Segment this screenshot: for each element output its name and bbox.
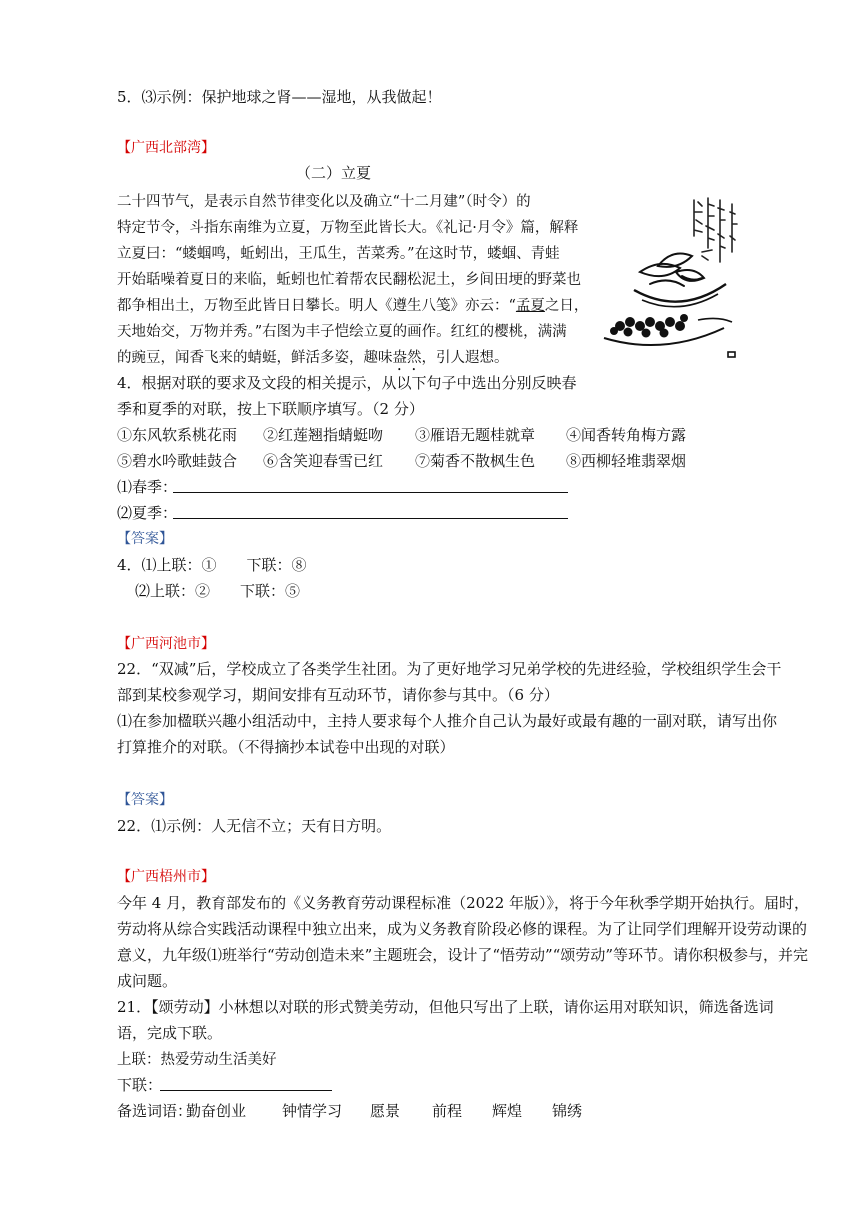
option-item: ③雁语无题桂就章 — [415, 426, 536, 444]
candidate-word: 勤奋创业 — [186, 1102, 247, 1120]
passage-text-segment: 之日， — [544, 298, 589, 314]
question-21-prompt: 21．【颂劳动】小林想以对联的形式赞美劳动，但他只写出了上联，请你运用对联知识，筛选备选词 — [117, 998, 774, 1016]
region-label-beihai: 【广西北部湾】 — [117, 140, 215, 156]
upper-couplet: 上联：热爱劳动生活美好 — [117, 1052, 277, 1068]
passage-line: 天地始交，万物并秀。”右图为丰子恺绘立夏的画作。红红的樱桃，满满 — [117, 324, 567, 340]
passage-line: 开始聒噪着夏日的来临，蚯蚓也忙着帮农民翻松泥土，乡间田埂的野菜也 — [117, 272, 581, 288]
answer-4-line2: ⑵上联：② 下联：⑤ — [135, 582, 301, 600]
candidates-label: 备选词语： — [117, 1102, 193, 1120]
passage-title: （二）立夏 — [296, 164, 372, 182]
blank-label-spring: ⑴春季： — [117, 478, 178, 496]
question-22-sub1: 打算推介的对联。（不得摘抄本试卷中出现的对联） — [117, 738, 455, 756]
lixia-painting-image — [598, 190, 748, 370]
lower-couplet-blank[interactable] — [160, 1090, 332, 1091]
option-item: ①东风软系桃花雨 — [117, 426, 238, 444]
wuzhou-intro-line: 劳动将从综合实践活动课程中独立出来，成为义务教育阶段必修的课程。为了让同学们理解开设劳动课的 — [117, 920, 808, 938]
candidate-word: 锦绣 — [552, 1102, 583, 1120]
ink-painting-icon — [598, 190, 748, 370]
option-item: ⑥含笑迎春雪已红 — [263, 452, 384, 470]
option-item: ⑦菊香不散枫生色 — [415, 452, 536, 470]
candidate-word: 前程 — [432, 1102, 463, 1120]
blank-label-summer: ⑵夏季： — [117, 504, 178, 522]
answer-tag: 【答案】 — [117, 531, 173, 547]
candidate-word: 愿景 — [370, 1102, 401, 1120]
passage-text-segment: 都争相出土，万物至此皆日日攀长。明人《遵生八笺》亦云：“ — [117, 298, 516, 314]
answer-blank-summer[interactable] — [173, 518, 568, 519]
region-label-hechi: 【广西河池市】 — [117, 636, 215, 652]
answer-tag: 【答案】 — [117, 792, 173, 808]
answer-22: 22．⑴示例：人无信不立；天有日方明。 — [117, 817, 392, 835]
passage-text-segment: 的豌豆，闻香飞来的蜻蜓，鲜活多姿，趣味 — [117, 350, 393, 366]
option-item: ⑧西柳轻堆翡翠烟 — [566, 452, 687, 470]
wuzhou-intro-line: 意义，九年级⑴班举行“劳动创造未来”主题班会，设计了“悟劳动”“颂劳动”等环节。请你积极参与，并完 — [117, 946, 809, 964]
passage-line: 特定节令，斗指东南维为立夏，万物至此皆长大。《礼记·月令》篇，解释 — [117, 220, 579, 236]
passage-text-segment: ，引人遐想。 — [421, 350, 509, 366]
question-22-sub1: ⑴在参加楹联兴趣小组活动中，主持人要求每个人推介自己认为最好或最有趣的一副对联，请写出你 — [117, 712, 778, 730]
passage-line: 立夏曰：“蝼蝈鸣，蚯蚓出，王瓜生，苦菜秀。”在这时节，蝼蝈、青蛙 — [117, 246, 560, 262]
region-label-wuzhou: 【广西梧州市】 — [117, 869, 215, 885]
candidate-word: 辉煌 — [492, 1102, 523, 1120]
option-item: ④闻香转角梅方露 — [566, 426, 687, 444]
wuzhou-intro-line: 今年 4 月，教育部发布的《义务教育劳动课程标准（2022 年版）》，将于今年秋季学期开始执行。届时， — [117, 894, 810, 912]
question-22-prompt: 部到某校参观学习，期间安排有互动环节，请你参与其中。（6 分） — [117, 686, 559, 704]
passage-line — [117, 346, 509, 374]
question-4-prompt: 季和夏季的对联，按上下联顺序填写。（2 分） — [117, 400, 424, 418]
emphasized-term: 盎然 — [392, 350, 422, 366]
item5-answer: 5．⑶示例：保护地球之肾——湿地，从我做起！ — [117, 88, 442, 106]
question-22-prompt: 22．“双减”后，学校成立了各类学生社团。为了更好地学习兄弟学校的先进经验，学校组织学生会干 — [117, 660, 782, 678]
question-21-prompt: 语，完成下联。 — [117, 1024, 223, 1042]
answer-blank-spring[interactable] — [173, 492, 568, 493]
option-item: ②红莲翘指蜻蜓吻 — [263, 426, 384, 444]
lower-couplet-label: 下联： — [117, 1076, 163, 1094]
passage-line: 二十四节气，是表示自然节律变化以及确立“十二月建”（时令）的 — [117, 194, 531, 210]
question-4-prompt: 4．根据对联的要求及文段的相关提示，从以下句子中选出分别反映春 — [117, 374, 577, 392]
underlined-term: 孟夏 — [515, 298, 545, 314]
candidate-word: 钟情学习 — [282, 1102, 343, 1120]
option-item: ⑤碧水吟歌蛙鼓合 — [117, 452, 238, 470]
passage-line — [117, 294, 588, 315]
wuzhou-intro-line: 成问题。 — [117, 972, 178, 990]
answer-4-line1: 4．⑴上联：① 下联：⑧ — [117, 556, 307, 574]
